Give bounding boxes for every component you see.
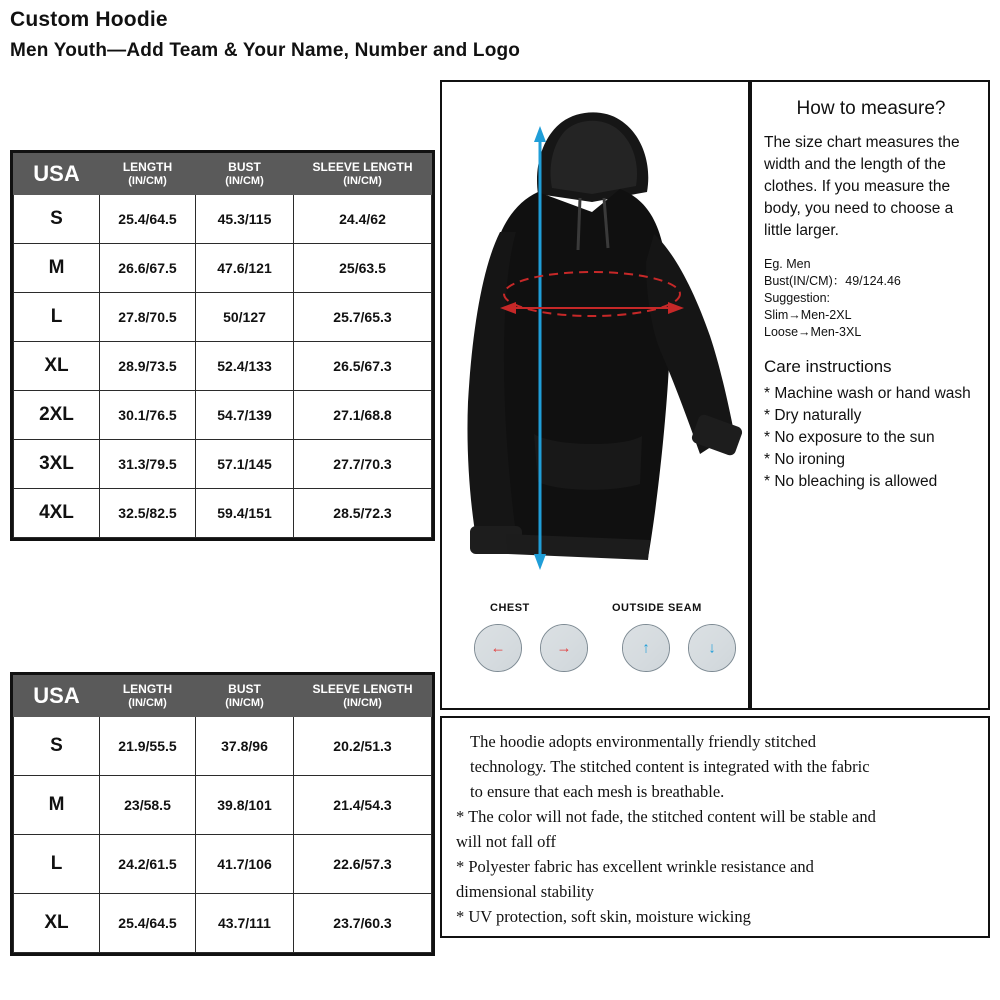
cell-bust: 45.3/115 <box>196 195 294 244</box>
table-row <box>14 244 432 293</box>
table-row <box>14 489 432 538</box>
header-bust-text: BUST <box>228 682 261 696</box>
cell-size: XL <box>14 894 100 953</box>
youth-size-table-wrap <box>10 672 428 961</box>
how-to-measure-heading: How to measure? <box>796 98 946 119</box>
header-sleeve-text: SLEEVE LENGTH <box>312 682 413 696</box>
chest-right-arrow-icon: → <box>540 624 588 672</box>
cell-size: 4XL <box>14 489 100 538</box>
table-header-row <box>14 676 432 717</box>
header-usa: USA <box>14 154 100 195</box>
mens-size-table <box>13 153 432 538</box>
fabric-description-panel <box>440 716 990 938</box>
header-length-text: LENGTH <box>122 160 173 174</box>
cell-sleeve: 25/63.5 <box>294 244 432 293</box>
header-length <box>100 154 196 195</box>
description-line: technology. The stitched content is integrated with the fabric <box>470 757 870 776</box>
mens-table-body <box>14 195 432 538</box>
care-item: * No bleaching is allowed <box>764 473 938 490</box>
cell-bust: 50/127 <box>196 293 294 342</box>
example-line: Loose→Men-3XL <box>764 325 862 339</box>
cell-sleeve: 27.7/70.3 <box>294 440 432 489</box>
cell-sleeve: 22.6/57.3 <box>294 835 432 894</box>
mens-table-frame <box>10 150 435 541</box>
cell-sleeve: 24.4/62 <box>294 195 432 244</box>
cell-length: 28.9/73.5 <box>100 342 196 391</box>
example-line: Bust(IN/CM)：49/124.46 <box>764 274 901 288</box>
table-row <box>14 894 432 953</box>
outside-seam-caption: OUTSIDE SEAM <box>612 602 702 614</box>
cell-bust: 57.1/145 <box>196 440 294 489</box>
table-header-row <box>14 154 432 195</box>
header-sleeve-text: SLEEVE LENGTH <box>312 160 413 174</box>
cell-length: 27.8/70.5 <box>100 293 196 342</box>
cell-size: S <box>14 717 100 776</box>
chest-left-arrow-icon: ← <box>474 624 522 672</box>
description-line: * Polyester fabric has excellent wrinkle resistance and <box>456 857 814 876</box>
cell-length: 21.9/55.5 <box>100 717 196 776</box>
page-title: Custom Hoodie <box>10 8 168 31</box>
table-row <box>14 293 432 342</box>
cell-bust: 39.8/101 <box>196 776 294 835</box>
description-line: * The color will not fade, the stitched content will be stable and <box>456 807 876 826</box>
care-item: * No ironing <box>764 451 845 468</box>
page-subtitle: Men Youth—Add Team & Your Name, Number and Logo <box>10 40 521 61</box>
header-length-unit: (IN/CM) <box>128 697 167 709</box>
example-line: Suggestion: <box>764 291 831 305</box>
cell-size: M <box>14 776 100 835</box>
how-to-measure-text: The size chart measures the width and the length of the clothes. If you measure the body, you need to choose a little larger. <box>764 134 960 239</box>
cell-length: 23/58.5 <box>100 776 196 835</box>
header-sleeve-unit: (IN/CM) <box>343 175 382 187</box>
hoodie-illustration <box>442 82 750 602</box>
table-row <box>14 717 432 776</box>
seam-down-arrow-icon: ↓ <box>688 624 736 672</box>
cell-sleeve: 26.5/67.3 <box>294 342 432 391</box>
cell-size: 2XL <box>14 391 100 440</box>
header-bust-unit: (IN/CM) <box>225 175 264 187</box>
cell-length: 25.4/64.5 <box>100 894 196 953</box>
header-length-unit: (IN/CM) <box>128 175 167 187</box>
hoodie-illustration-panel <box>440 80 750 710</box>
table-row <box>14 195 432 244</box>
cell-sleeve: 27.1/68.8 <box>294 391 432 440</box>
chest-caption: CHEST <box>490 602 530 614</box>
care-instructions-list <box>764 383 978 493</box>
cell-bust: 52.4/133 <box>196 342 294 391</box>
table-row <box>14 342 432 391</box>
cell-length: 31.3/79.5 <box>100 440 196 489</box>
header-length <box>100 676 196 717</box>
table-row <box>14 391 432 440</box>
header-bust <box>196 154 294 195</box>
cell-sleeve: 21.4/54.3 <box>294 776 432 835</box>
description-line: * UV protection, soft skin, moisture wicking <box>456 907 751 926</box>
cell-size: S <box>14 195 100 244</box>
seam-up-arrow-icon: ↑ <box>622 624 670 672</box>
cell-size: M <box>14 244 100 293</box>
table-row <box>14 835 432 894</box>
description-line: will not fall off <box>456 832 557 851</box>
description-line: The hoodie adopts environmentally friendly stitched <box>470 732 816 751</box>
cell-bust: 54.7/139 <box>196 391 294 440</box>
cell-bust: 59.4/151 <box>196 489 294 538</box>
mens-size-table-wrap <box>10 150 428 546</box>
care-item: * Machine wash or hand wash <box>764 385 971 402</box>
cell-sleeve: 20.2/51.3 <box>294 717 432 776</box>
cell-size: L <box>14 293 100 342</box>
table-row <box>14 440 432 489</box>
header-bust-text: BUST <box>228 160 261 174</box>
header-bust-unit: (IN/CM) <box>225 697 264 709</box>
care-item: * No exposure to the sun <box>764 429 935 446</box>
cell-sleeve: 23.7/60.3 <box>294 894 432 953</box>
description-line: dimensional stability <box>456 882 594 901</box>
cell-length: 30.1/76.5 <box>100 391 196 440</box>
cell-sleeve: 28.5/72.3 <box>294 489 432 538</box>
youth-table-body <box>14 717 432 953</box>
cell-size: XL <box>14 342 100 391</box>
table-row <box>14 776 432 835</box>
example-line: Eg. Men <box>764 257 811 271</box>
example-block <box>764 256 978 341</box>
how-to-measure-panel <box>750 80 990 710</box>
description-line: to ensure that each mesh is breathable. <box>470 782 725 801</box>
care-item: * Dry naturally <box>764 407 862 424</box>
page-header <box>0 0 1000 62</box>
cell-size: L <box>14 835 100 894</box>
header-sleeve-unit: (IN/CM) <box>343 697 382 709</box>
cell-length: 32.5/82.5 <box>100 489 196 538</box>
header-sleeve <box>294 676 432 717</box>
header-length-text: LENGTH <box>122 682 173 696</box>
cell-bust: 47.6/121 <box>196 244 294 293</box>
header-sleeve <box>294 154 432 195</box>
care-instructions-heading: Care instructions <box>764 357 892 376</box>
cell-length: 25.4/64.5 <box>100 195 196 244</box>
cell-bust: 37.8/96 <box>196 717 294 776</box>
cell-size: 3XL <box>14 440 100 489</box>
header-usa: USA <box>14 676 100 717</box>
cell-length: 24.2/61.5 <box>100 835 196 894</box>
cell-sleeve: 25.7/65.3 <box>294 293 432 342</box>
header-bust <box>196 676 294 717</box>
cell-length: 26.6/67.5 <box>100 244 196 293</box>
example-line: Slim→Men-2XL <box>764 308 852 322</box>
cell-bust: 41.7/106 <box>196 835 294 894</box>
cell-bust: 43.7/111 <box>196 894 294 953</box>
youth-size-table <box>13 675 432 953</box>
youth-table-frame <box>10 672 435 956</box>
